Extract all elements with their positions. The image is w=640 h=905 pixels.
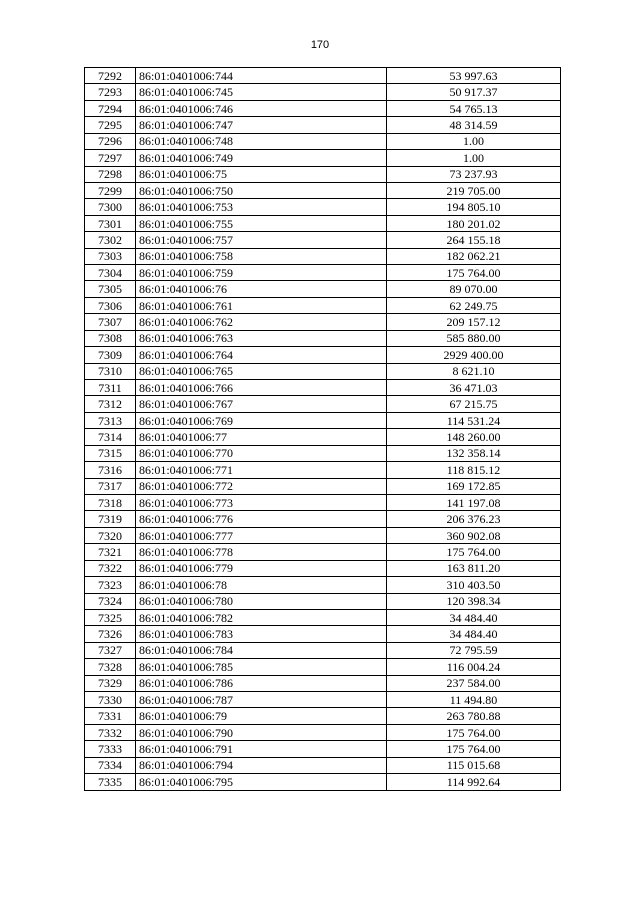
value-cell: 237 584.00 — [387, 675, 561, 691]
value-cell: 194 805.10 — [387, 199, 561, 215]
table-row — [85, 68, 561, 84]
row-number-cell: 7331 — [85, 708, 136, 724]
value-cell: 219 705.00 — [387, 182, 561, 198]
value-cell: 48 314.59 — [387, 117, 561, 133]
cadastral-number-cell: 86:01:0401006:761 — [136, 297, 387, 313]
cadastral-number-cell: 86:01:0401006:746 — [136, 100, 387, 116]
cadastral-number-cell: 86:01:0401006:776 — [136, 511, 387, 527]
page-number: 170 — [310, 39, 330, 51]
table-row — [85, 741, 561, 757]
table-row — [85, 774, 561, 790]
cadastral-number-cell: 86:01:0401006:794 — [136, 757, 387, 773]
value-cell: 175 764.00 — [387, 544, 561, 560]
table-row — [85, 593, 561, 609]
row-number-cell: 7330 — [85, 692, 136, 708]
parcel-table-body — [85, 68, 561, 791]
row-number-cell: 7329 — [85, 675, 136, 691]
row-number-cell: 7293 — [85, 84, 136, 100]
row-number-cell: 7296 — [85, 133, 136, 149]
value-cell: 116 004.24 — [387, 659, 561, 675]
value-cell: 175 764.00 — [387, 265, 561, 281]
row-number-cell: 7297 — [85, 150, 136, 166]
value-cell: 180 201.02 — [387, 215, 561, 231]
cadastral-number-cell: 86:01:0401006:773 — [136, 494, 387, 510]
value-cell: 175 764.00 — [387, 724, 561, 740]
table-row — [85, 330, 561, 346]
cadastral-number-cell: 86:01:0401006:780 — [136, 593, 387, 609]
table-row — [85, 527, 561, 543]
row-number-cell: 7324 — [85, 593, 136, 609]
value-cell: 50 917.37 — [387, 84, 561, 100]
value-cell: 360 902.08 — [387, 527, 561, 543]
cadastral-number-cell: 86:01:0401006:755 — [136, 215, 387, 231]
value-cell: 132 358.14 — [387, 445, 561, 461]
row-number-cell: 7303 — [85, 248, 136, 264]
value-cell: 62 249.75 — [387, 297, 561, 313]
table-row — [85, 117, 561, 133]
table-row — [85, 297, 561, 313]
value-cell: 34 484.40 — [387, 609, 561, 625]
row-number-cell: 7318 — [85, 494, 136, 510]
row-number-cell: 7306 — [85, 297, 136, 313]
value-cell: 36 471.03 — [387, 380, 561, 396]
row-number-cell: 7299 — [85, 182, 136, 198]
value-cell: 118 815.12 — [387, 462, 561, 478]
cadastral-number-cell: 86:01:0401006:747 — [136, 117, 387, 133]
value-cell: 1.00 — [387, 150, 561, 166]
row-number-cell: 7311 — [85, 380, 136, 396]
row-number-cell: 7322 — [85, 560, 136, 576]
row-number-cell: 7320 — [85, 527, 136, 543]
parcel-table — [84, 67, 561, 791]
value-cell: 72 795.59 — [387, 642, 561, 658]
cadastral-number-cell: 86:01:0401006:777 — [136, 527, 387, 543]
cadastral-number-cell: 86:01:0401006:790 — [136, 724, 387, 740]
cadastral-number-cell: 86:01:0401006:795 — [136, 774, 387, 790]
row-number-cell: 7323 — [85, 577, 136, 593]
row-number-cell: 7305 — [85, 281, 136, 297]
cadastral-number-cell: 86:01:0401006:783 — [136, 626, 387, 642]
value-cell: 264 155.18 — [387, 232, 561, 248]
value-cell: 148 260.00 — [387, 429, 561, 445]
row-number-cell: 7335 — [85, 774, 136, 790]
value-cell: 114 992.64 — [387, 774, 561, 790]
table-row — [85, 708, 561, 724]
row-number-cell: 7295 — [85, 117, 136, 133]
cadastral-number-cell: 86:01:0401006:765 — [136, 363, 387, 379]
row-number-cell: 7294 — [85, 100, 136, 116]
value-cell: 206 376.23 — [387, 511, 561, 527]
table-row — [85, 347, 561, 363]
row-number-cell: 7312 — [85, 396, 136, 412]
cadastral-number-cell: 86:01:0401006:748 — [136, 133, 387, 149]
row-number-cell: 7315 — [85, 445, 136, 461]
table-row — [85, 429, 561, 445]
table-row — [85, 511, 561, 527]
value-cell: 1.00 — [387, 133, 561, 149]
table-row — [85, 150, 561, 166]
value-cell: 163 811.20 — [387, 560, 561, 576]
value-cell: 115 015.68 — [387, 757, 561, 773]
row-number-cell: 7316 — [85, 462, 136, 478]
row-number-cell: 7325 — [85, 609, 136, 625]
table-row — [85, 577, 561, 593]
row-number-cell: 7332 — [85, 724, 136, 740]
cadastral-number-cell: 86:01:0401006:766 — [136, 380, 387, 396]
table-row — [85, 675, 561, 691]
table-row — [85, 380, 561, 396]
table-row — [85, 248, 561, 264]
value-cell: 73 237.93 — [387, 166, 561, 182]
row-number-cell: 7292 — [85, 68, 136, 84]
table-row — [85, 659, 561, 675]
row-number-cell: 7314 — [85, 429, 136, 445]
row-number-cell: 7309 — [85, 347, 136, 363]
cadastral-number-cell: 86:01:0401006:778 — [136, 544, 387, 560]
cadastral-number-cell: 86:01:0401006:791 — [136, 741, 387, 757]
cadastral-number-cell: 86:01:0401006:76 — [136, 281, 387, 297]
table-row — [85, 182, 561, 198]
value-cell: 89 070.00 — [387, 281, 561, 297]
table-row — [85, 199, 561, 215]
value-cell: 169 172.85 — [387, 478, 561, 494]
value-cell: 11 494.80 — [387, 692, 561, 708]
cadastral-number-cell: 86:01:0401006:779 — [136, 560, 387, 576]
row-number-cell: 7321 — [85, 544, 136, 560]
value-cell: 209 157.12 — [387, 314, 561, 330]
cadastral-number-cell: 86:01:0401006:757 — [136, 232, 387, 248]
cadastral-number-cell: 86:01:0401006:744 — [136, 68, 387, 84]
cadastral-number-cell: 86:01:0401006:79 — [136, 708, 387, 724]
cadastral-number-cell: 86:01:0401006:767 — [136, 396, 387, 412]
table-row — [85, 265, 561, 281]
table-row — [85, 445, 561, 461]
cadastral-number-cell: 86:01:0401006:753 — [136, 199, 387, 215]
value-cell: 175 764.00 — [387, 741, 561, 757]
cadastral-number-cell: 86:01:0401006:787 — [136, 692, 387, 708]
table-row — [85, 626, 561, 642]
table-row — [85, 281, 561, 297]
row-number-cell: 7300 — [85, 199, 136, 215]
parcel-table-container — [84, 67, 560, 791]
row-number-cell: 7304 — [85, 265, 136, 281]
row-number-cell: 7302 — [85, 232, 136, 248]
table-row — [85, 232, 561, 248]
cadastral-number-cell: 86:01:0401006:764 — [136, 347, 387, 363]
value-cell: 8 621.10 — [387, 363, 561, 379]
row-number-cell: 7310 — [85, 363, 136, 379]
row-number-cell: 7334 — [85, 757, 136, 773]
value-cell: 2929 400.00 — [387, 347, 561, 363]
table-row — [85, 560, 561, 576]
cadastral-number-cell: 86:01:0401006:77 — [136, 429, 387, 445]
table-row — [85, 462, 561, 478]
cadastral-number-cell: 86:01:0401006:762 — [136, 314, 387, 330]
row-number-cell: 7307 — [85, 314, 136, 330]
table-row — [85, 412, 561, 428]
cadastral-number-cell: 86:01:0401006:782 — [136, 609, 387, 625]
cadastral-number-cell: 86:01:0401006:78 — [136, 577, 387, 593]
value-cell: 585 880.00 — [387, 330, 561, 346]
cadastral-number-cell: 86:01:0401006:758 — [136, 248, 387, 264]
table-row — [85, 544, 561, 560]
cadastral-number-cell: 86:01:0401006:786 — [136, 675, 387, 691]
row-number-cell: 7327 — [85, 642, 136, 658]
cadastral-number-cell: 86:01:0401006:749 — [136, 150, 387, 166]
cadastral-number-cell: 86:01:0401006:75 — [136, 166, 387, 182]
value-cell: 114 531.24 — [387, 412, 561, 428]
table-row — [85, 396, 561, 412]
row-number-cell: 7301 — [85, 215, 136, 231]
row-number-cell: 7328 — [85, 659, 136, 675]
cadastral-number-cell: 86:01:0401006:784 — [136, 642, 387, 658]
table-row — [85, 609, 561, 625]
table-row — [85, 724, 561, 740]
table-row — [85, 494, 561, 510]
table-row — [85, 692, 561, 708]
table-row — [85, 133, 561, 149]
table-row — [85, 215, 561, 231]
row-number-cell: 7326 — [85, 626, 136, 642]
cadastral-number-cell: 86:01:0401006:771 — [136, 462, 387, 478]
row-number-cell: 7313 — [85, 412, 136, 428]
cadastral-number-cell: 86:01:0401006:769 — [136, 412, 387, 428]
table-row — [85, 363, 561, 379]
table-row — [85, 642, 561, 658]
value-cell: 263 780.88 — [387, 708, 561, 724]
cadastral-number-cell: 86:01:0401006:772 — [136, 478, 387, 494]
table-row — [85, 84, 561, 100]
table-row — [85, 757, 561, 773]
row-number-cell: 7317 — [85, 478, 136, 494]
value-cell: 53 997.63 — [387, 68, 561, 84]
row-number-cell: 7319 — [85, 511, 136, 527]
row-number-cell: 7298 — [85, 166, 136, 182]
value-cell: 54 765.13 — [387, 100, 561, 116]
table-row — [85, 100, 561, 116]
value-cell: 34 484.40 — [387, 626, 561, 642]
value-cell: 67 215.75 — [387, 396, 561, 412]
cadastral-number-cell: 86:01:0401006:763 — [136, 330, 387, 346]
cadastral-number-cell: 86:01:0401006:750 — [136, 182, 387, 198]
cadastral-number-cell: 86:01:0401006:785 — [136, 659, 387, 675]
value-cell: 120 398.34 — [387, 593, 561, 609]
value-cell: 141 197.08 — [387, 494, 561, 510]
cadastral-number-cell: 86:01:0401006:770 — [136, 445, 387, 461]
cadastral-number-cell: 86:01:0401006:745 — [136, 84, 387, 100]
cadastral-number-cell: 86:01:0401006:759 — [136, 265, 387, 281]
table-row — [85, 478, 561, 494]
value-cell: 310 403.50 — [387, 577, 561, 593]
table-row — [85, 166, 561, 182]
row-number-cell: 7308 — [85, 330, 136, 346]
value-cell: 182 062.21 — [387, 248, 561, 264]
row-number-cell: 7333 — [85, 741, 136, 757]
table-row — [85, 314, 561, 330]
